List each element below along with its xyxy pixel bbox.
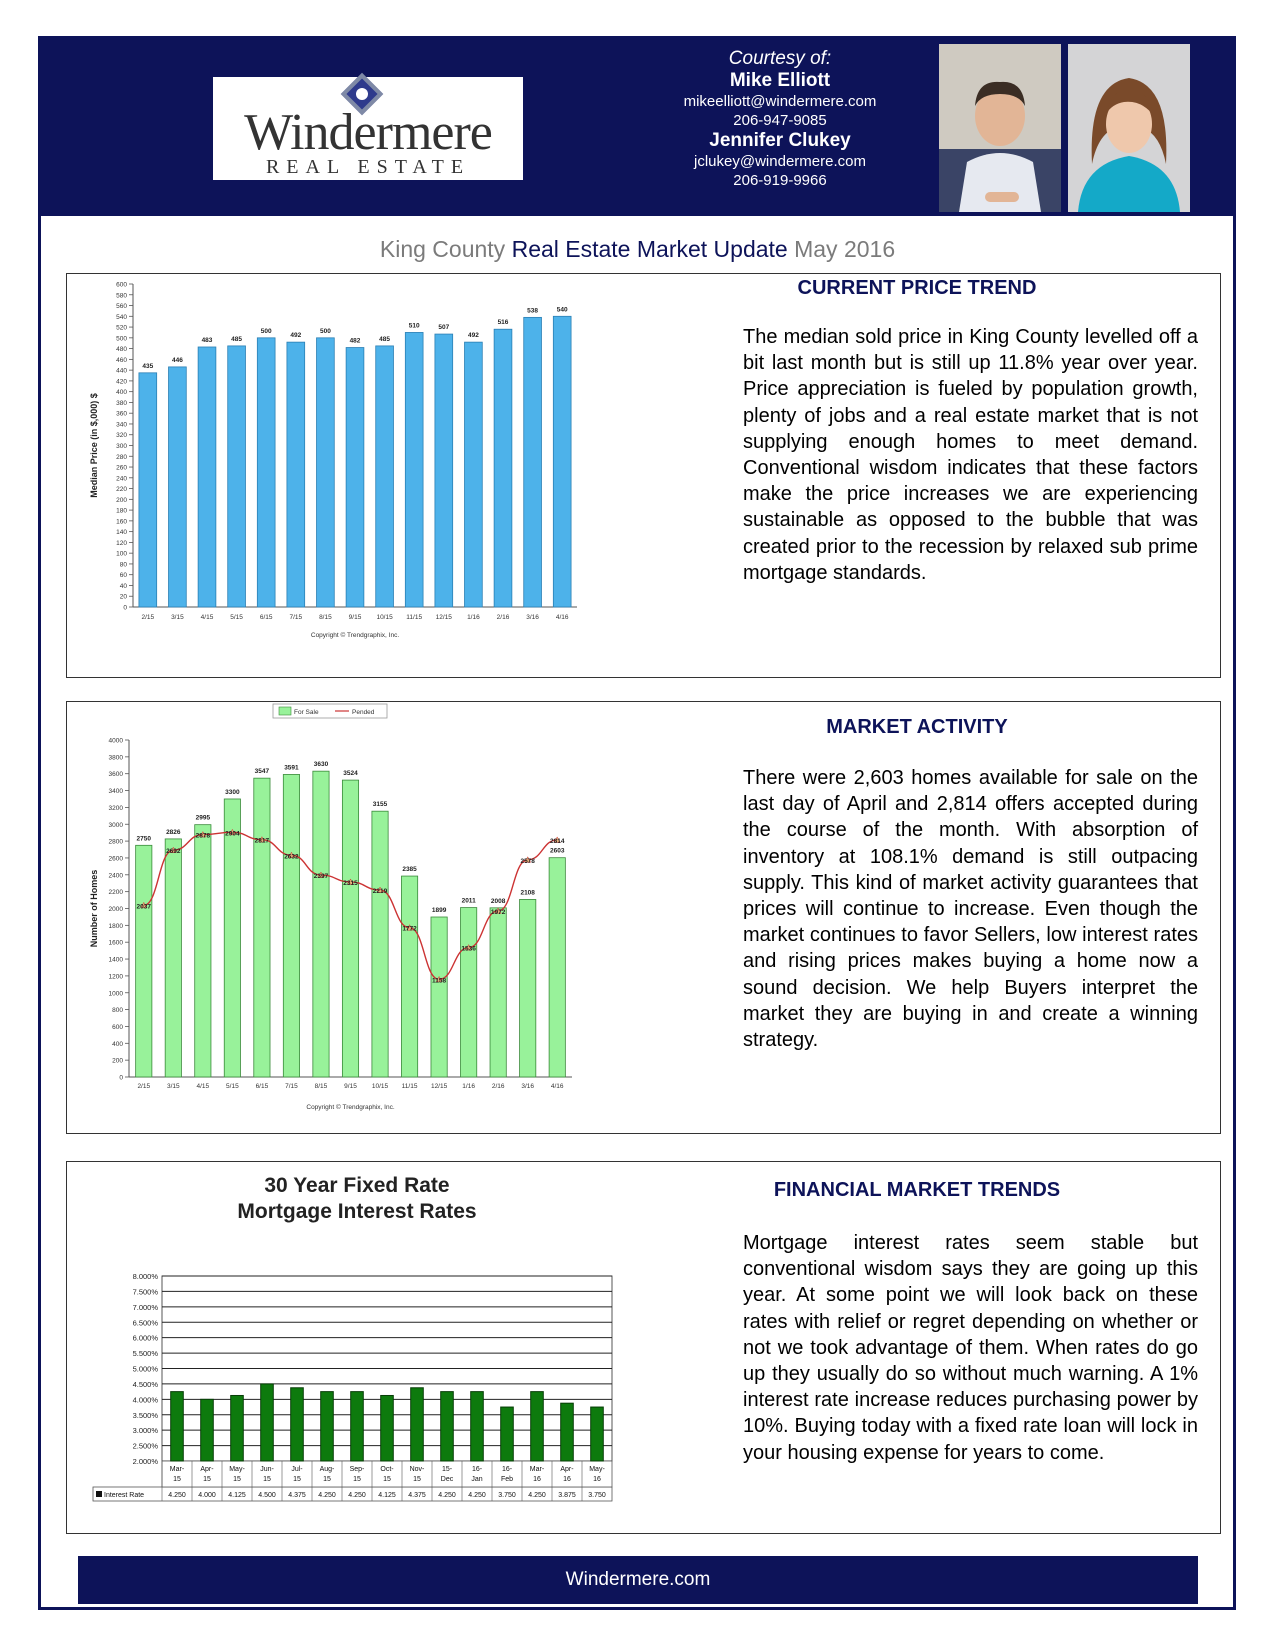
- legend-forsale-label: For Sale: [294, 709, 319, 716]
- x-tick-label: 9/15: [344, 1083, 357, 1090]
- forsale-value-label: 3547: [254, 768, 270, 776]
- price-bar: [346, 348, 364, 607]
- page-title: King County Real Estate Market Update May 2016: [379, 236, 896, 262]
- table-value-label: 3.750: [498, 1492, 516, 1499]
- price-bar: [317, 338, 335, 607]
- table-value-label: 4.250: [438, 1492, 456, 1499]
- x-tick-label: Jan: [471, 1476, 483, 1483]
- y-tick-label: 8.000%: [132, 1272, 158, 1281]
- bar-value-label: 492: [290, 332, 302, 340]
- forsale-value-label: 2011: [461, 897, 476, 905]
- agent2-email[interactable]: jclukey@windermere.com: [694, 153, 866, 170]
- x-tick-label: 2/16: [491, 1083, 505, 1090]
- x-tick-label: 10/15: [371, 1083, 389, 1090]
- market-activity-chart: [67, 702, 627, 1132]
- pended-value-label: 2315: [343, 879, 358, 887]
- bar-value-label: 500: [260, 327, 272, 335]
- agent1-photo: [939, 44, 1061, 212]
- x-tick-label: Mar-: [169, 1466, 185, 1473]
- rate-bar: [561, 1403, 574, 1461]
- rate-bar: [231, 1395, 244, 1461]
- y-tick-label: 800: [112, 1007, 123, 1015]
- forsale-value-label: 2008: [490, 897, 506, 905]
- forsale-bar: [224, 799, 240, 1077]
- x-tick-label: 5/15: [226, 1083, 239, 1090]
- y-tick-label: 2400: [108, 872, 123, 880]
- market-activity-heading: MARKET ACTIVITY: [826, 716, 1008, 738]
- y-tick-label: 2.500%: [132, 1441, 158, 1451]
- table-value-label: 4.375: [288, 1492, 306, 1499]
- y-tick-label: 280: [116, 453, 127, 461]
- forsale-bar: [283, 774, 299, 1077]
- forsale-bar: [372, 811, 388, 1077]
- x-tick-label: 12/15: [430, 1083, 448, 1090]
- copyright-label: Copyright © Trendgraphix, Inc.: [310, 632, 400, 639]
- pended-value-label: 1972: [490, 908, 506, 916]
- x-tick-label: Feb: [500, 1476, 514, 1483]
- x-tick-label: 15: [293, 1476, 301, 1483]
- table-value-label: 4.125: [228, 1492, 246, 1499]
- y-tick-label: 3200: [108, 804, 123, 812]
- forsale-value-label: 1899: [431, 907, 447, 915]
- mortgage-rate-chart: [67, 1162, 657, 1532]
- pended-value-label: 2578: [520, 857, 535, 865]
- y-tick-label: 6.000%: [132, 1333, 158, 1343]
- forsale-bar: [549, 858, 565, 1077]
- copyright-label: Copyright © Trendgraphix, Inc.: [306, 1104, 395, 1111]
- y-tick-label: 540: [116, 313, 127, 321]
- x-tick-label: 15: [323, 1476, 331, 1483]
- x-tick-label: 15-: [441, 1466, 453, 1473]
- x-tick-label: 4/15: [200, 614, 214, 621]
- price-trend-text: The median sold price in King County levelled off a bit last month but is still up 11.8% year over year. Price appreciation is fueled by population growth, plenty of jobs and a real estate market that is not supplying enough homes to meet demand. Conventional wisdom indicates that these factors make the price increases we are experiencing sustainable as opposed to the bubble that was created prior to the recession by relaxed sub prime mortgage standards.: [743, 326, 1198, 584]
- y-tick-label: 60: [119, 572, 127, 580]
- financial-trends-text: Mortgage interest rates seem stable but conventional wisdom says they are going up this year. At some point we will look back on these rates with relief or regret depending on whether or not we took advantage of them. When rates do go up they usually do so without much warning. A 1% interest rate increase reduces purchasing power by 10%. Buying today with a fixed rate loan will lock in your housing expense for years to come.: [743, 1232, 1198, 1464]
- price-trend-heading: CURRENT PRICE TREND: [797, 277, 1037, 299]
- y-tick-label: 4.500%: [132, 1379, 158, 1389]
- price-bar: [524, 317, 542, 607]
- x-tick-label: 8/15: [314, 1083, 328, 1090]
- x-tick-label: Apr-: [200, 1466, 214, 1473]
- y-tick-label: 220: [116, 486, 127, 494]
- bar-value-label: 540: [556, 306, 568, 314]
- x-tick-label: May-: [229, 1466, 245, 1473]
- y-tick-label: 120: [116, 539, 127, 547]
- table-value-label: 4.250: [528, 1492, 546, 1499]
- y-tick-label: 1600: [108, 939, 123, 947]
- bar-value-label: 483: [201, 336, 213, 344]
- pended-value-label: 2692: [166, 848, 181, 856]
- price-bar: [465, 342, 483, 607]
- footer-website[interactable]: Windermere.com: [78, 1556, 1198, 1604]
- table-value-label: 4.500: [258, 1492, 276, 1499]
- x-tick-label: 4/15: [196, 1083, 210, 1090]
- y-tick-label: 3600: [108, 771, 123, 779]
- y-tick-label: 300: [116, 443, 127, 450]
- forsale-bar: [342, 780, 358, 1077]
- pended-value-label: 1536: [461, 945, 476, 953]
- legend-pended-label: Pended: [352, 709, 375, 716]
- y-tick-label: 520: [116, 324, 127, 332]
- agent1-phone[interactable]: 206-947-9085: [733, 112, 827, 129]
- table-value-label: 3.750: [588, 1492, 606, 1499]
- legend-forsale-swatch: [279, 707, 291, 715]
- pended-value-label: 2817: [254, 837, 270, 845]
- x-tick-label: Mar-: [529, 1466, 545, 1473]
- y-tick-label: 1400: [108, 956, 123, 964]
- table-value-label: 4.250: [348, 1492, 366, 1499]
- chart-title-line1: 30 Year Fixed Rate: [264, 1174, 450, 1197]
- series-name-label: Interest Rate: [104, 1492, 145, 1499]
- pended-value-label: 2219: [372, 888, 388, 896]
- market-activity-text: There were 2,603 homes available for sale on the last day of April and 2,814 offers accepted during the course of the month. With absorption of inventory at 108.1% demand is still outpacing supply. This kind of market activity guarantees that prices will continue to increase. Even though the market continues to favor Sellers, low interest rates and rising prices makes buying a home now a sound decision. We help Buyers interpret the market they are buying in and create a winning strategy.: [743, 767, 1198, 1052]
- windermere-logo: [213, 77, 523, 180]
- x-tick-label: 15: [203, 1476, 211, 1483]
- price-bar: [435, 334, 453, 607]
- pended-value-label: 2878: [195, 832, 211, 840]
- chart-legend: [273, 704, 387, 718]
- pended-value-label: 2037: [136, 903, 152, 911]
- price-bar: [494, 329, 512, 607]
- y-tick-label: 80: [119, 561, 127, 569]
- y-tick-label: 3000: [108, 821, 123, 829]
- data-table-category-row: [162, 1461, 612, 1487]
- y-tick-label: 320: [116, 432, 127, 440]
- price-bar: [553, 316, 571, 607]
- y-tick-label: 1000: [108, 990, 123, 998]
- price-bar: [139, 373, 157, 607]
- bar-value-label: 485: [379, 335, 391, 343]
- y-tick-label: 380: [116, 399, 127, 407]
- rate-bar: [411, 1388, 424, 1461]
- price-bar: [257, 338, 275, 607]
- forsale-value-label: 2385: [402, 866, 417, 874]
- y-tick-label: 460: [116, 356, 127, 364]
- rate-bar: [261, 1384, 274, 1461]
- financial-trends-panel: [66, 1161, 1221, 1534]
- forsale-bar: [431, 917, 447, 1077]
- forsale-value-label: 3630: [313, 761, 329, 769]
- rate-bar: [441, 1392, 454, 1461]
- x-tick-label: 16: [533, 1476, 541, 1483]
- forsale-value-label: 2995: [195, 814, 211, 822]
- y-tick-label: 0: [119, 1074, 123, 1082]
- y-tick-label: 180: [116, 507, 127, 515]
- x-tick-label: 10/15: [376, 614, 393, 621]
- y-tick-label: 1200: [108, 973, 123, 981]
- forsale-bar: [490, 908, 506, 1077]
- x-tick-label: Dec: [440, 1476, 454, 1483]
- forsale-bar: [313, 771, 329, 1077]
- y-tick-label: 440: [116, 367, 127, 375]
- y-tick-label: 3400: [108, 788, 123, 796]
- agent2-phone[interactable]: 206-919-9966: [733, 172, 827, 189]
- forsale-bar: [461, 908, 477, 1077]
- price-bar: [405, 332, 423, 607]
- bar-value-label: 492: [467, 332, 479, 340]
- y-tick-label: 600: [112, 1023, 123, 1031]
- y-tick-label: 2.000%: [132, 1457, 158, 1466]
- legend-swatch: [96, 1491, 102, 1497]
- forsale-bar: [195, 825, 211, 1077]
- y-tick-label: 0: [123, 604, 127, 612]
- y-tick-label: 7.500%: [132, 1287, 158, 1297]
- x-tick-label: 3/16: [526, 614, 539, 621]
- y-tick-label: 20: [119, 593, 127, 601]
- pended-value-label: 2904: [225, 830, 240, 838]
- rate-bar: [471, 1392, 484, 1461]
- price-bar: [169, 367, 187, 607]
- rate-bar: [171, 1392, 184, 1461]
- x-tick-label: 12/15: [435, 614, 452, 621]
- contact-block: [640, 48, 920, 190]
- bar-value-label: 446: [171, 356, 183, 364]
- y-tick-label: 200: [116, 496, 127, 504]
- x-tick-label: 16: [593, 1476, 601, 1483]
- x-tick-label: 2/16: [496, 614, 510, 621]
- x-tick-label: 7/15: [285, 1083, 298, 1090]
- y-tick-label: 5.500%: [132, 1349, 158, 1359]
- bar-value-label: 516: [497, 319, 509, 327]
- y-tick-label: 140: [116, 529, 127, 537]
- median-price-chart: [67, 274, 627, 674]
- forsale-value-label: 2108: [520, 889, 535, 897]
- pended-value-label: 2397: [313, 873, 329, 881]
- x-tick-label: 15: [263, 1476, 271, 1483]
- x-tick-label: 4/16: [550, 1083, 564, 1090]
- y-tick-label: 7.000%: [132, 1302, 158, 1312]
- bar-value-label: 485: [231, 335, 243, 343]
- price-trend-panel: [66, 273, 1221, 678]
- y-tick-label: 3.500%: [132, 1410, 158, 1420]
- y-tick-label: 420: [116, 378, 127, 386]
- forsale-bar: [401, 876, 417, 1077]
- bar-value-label: 500: [319, 327, 331, 335]
- x-tick-label: 6/15: [255, 1083, 269, 1090]
- x-tick-label: 16-: [501, 1466, 513, 1473]
- y-tick-label: 2000: [108, 906, 123, 913]
- x-tick-label: 2/15: [141, 614, 155, 621]
- agent2-photo: [1068, 44, 1190, 212]
- agent1-email[interactable]: mikeelliott@windermere.com: [683, 93, 877, 110]
- x-tick-label: 15: [413, 1476, 421, 1483]
- bar-value-label: 538: [527, 307, 539, 315]
- x-tick-label: Nov-: [409, 1466, 425, 1473]
- rate-bar: [591, 1407, 604, 1461]
- y-axis-label: Number of Homes: [89, 869, 99, 948]
- x-tick-label: 5/15: [230, 614, 243, 621]
- forsale-bar: [136, 845, 152, 1077]
- forsale-value-label: 2603: [549, 847, 565, 855]
- y-tick-label: 200: [112, 1057, 123, 1065]
- logo-subtitle: REAL ESTATE: [265, 156, 471, 178]
- price-bar: [198, 347, 216, 607]
- rate-bar: [291, 1388, 304, 1461]
- y-tick-label: 400: [112, 1040, 123, 1048]
- y-tick-label: 5.000%: [132, 1364, 158, 1374]
- y-tick-label: 240: [116, 475, 127, 483]
- table-value-label: 4.375: [408, 1492, 426, 1499]
- x-tick-label: 16-: [471, 1466, 483, 1473]
- forsale-value-label: 3591: [284, 764, 299, 772]
- y-tick-label: 2800: [108, 838, 123, 846]
- agent2-name: Jennifer Clukey: [709, 130, 851, 151]
- y-tick-label: 580: [116, 292, 127, 300]
- x-tick-label: 7/15: [289, 614, 303, 621]
- financial-trends-heading: FINANCIAL MARKET TRENDS: [773, 1179, 1061, 1201]
- rate-bar: [501, 1407, 514, 1461]
- y-tick-label: 4.000%: [132, 1395, 158, 1405]
- y-tick-label: 100: [116, 550, 127, 558]
- x-tick-label: 3/15: [166, 1083, 180, 1090]
- bar-value-label: 435: [142, 362, 154, 370]
- pended-value-label: 2632: [284, 853, 299, 861]
- bar-value-label: 510: [408, 322, 420, 330]
- forsale-bar: [254, 778, 270, 1077]
- rate-bar: [531, 1392, 544, 1461]
- table-value-label: 4.250: [468, 1492, 486, 1499]
- x-tick-label: 15: [383, 1476, 391, 1483]
- x-tick-label: 2/15: [137, 1083, 151, 1090]
- y-tick-label: 480: [116, 346, 127, 354]
- chart-title-line2: Mortgage Interest Rates: [237, 1200, 477, 1223]
- y-tick-label: 1800: [108, 922, 123, 930]
- x-tick-label: 16: [563, 1476, 571, 1483]
- y-tick-label: 40: [119, 582, 127, 590]
- price-bar: [376, 346, 394, 607]
- x-tick-label: Oct-: [380, 1466, 394, 1473]
- forsale-bar: [520, 899, 536, 1077]
- y-tick-label: 600: [116, 281, 127, 289]
- forsale-value-label: 3155: [372, 801, 388, 809]
- x-tick-label: 3/15: [171, 614, 184, 621]
- agent1-name: Mike Elliott: [729, 70, 831, 91]
- price-bar: [287, 342, 305, 607]
- x-tick-label: 4/16: [555, 614, 569, 621]
- y-tick-label: 260: [116, 464, 127, 472]
- y-tick-label: 500: [116, 335, 127, 343]
- price-bar: [228, 346, 246, 607]
- forsale-value-label: 3300: [225, 788, 240, 796]
- forsale-value-label: 2826: [166, 828, 181, 836]
- forsale-bar: [165, 839, 181, 1077]
- pended-value-label: 2814: [549, 837, 565, 845]
- x-tick-label: 8/15: [319, 614, 332, 621]
- y-tick-label: 400: [116, 389, 127, 397]
- table-value-label: 3.875: [558, 1492, 576, 1499]
- y-tick-label: 2600: [108, 855, 123, 863]
- rate-bar: [321, 1392, 334, 1461]
- logo-wordmark: Windermere: [244, 104, 492, 161]
- x-tick-label: May-: [589, 1466, 605, 1473]
- y-tick-label: 4000: [108, 737, 123, 745]
- pended-value-label: 1158: [432, 977, 447, 985]
- y-tick-label: 6.500%: [132, 1318, 158, 1328]
- y-tick-label: 2200: [108, 889, 123, 897]
- table-value-label: 4.250: [318, 1492, 336, 1499]
- market-activity-panel: [66, 701, 1221, 1134]
- x-tick-label: 3/16: [521, 1083, 535, 1090]
- forsale-value-label: 3524: [343, 770, 358, 778]
- rate-bar: [351, 1392, 364, 1461]
- x-tick-label: Jun-: [260, 1466, 274, 1473]
- x-tick-label: 15: [233, 1476, 241, 1483]
- y-tick-label: 3.000%: [132, 1426, 158, 1436]
- x-tick-label: 1/16: [462, 1083, 475, 1090]
- rate-bar: [381, 1395, 394, 1461]
- courtesy-label: Courtesy of:: [728, 48, 832, 69]
- bar-value-label: 507: [438, 324, 450, 332]
- x-tick-label: 6/15: [259, 614, 273, 621]
- y-tick-label: 360: [116, 410, 127, 418]
- table-value-label: 4.250: [168, 1492, 186, 1499]
- x-tick-label: Apr-: [560, 1466, 574, 1473]
- bar-value-label: 482: [349, 337, 361, 345]
- y-tick-label: 560: [116, 303, 127, 311]
- x-tick-label: 15: [353, 1476, 361, 1483]
- x-tick-label: 9/15: [348, 614, 362, 621]
- table-value-label: 4.125: [378, 1492, 396, 1499]
- table-value-label: 4.000: [198, 1492, 216, 1499]
- y-axis-label: Median Price (in $,000) $: [89, 393, 99, 498]
- rate-bar: [201, 1399, 214, 1461]
- y-tick-label: 340: [116, 421, 127, 429]
- x-tick-label: Aug-: [319, 1466, 335, 1473]
- x-tick-label: Sep-: [349, 1466, 365, 1473]
- x-tick-label: 11/15: [401, 1083, 418, 1090]
- x-tick-label: 11/15: [406, 614, 423, 621]
- y-tick-label: 160: [116, 518, 127, 526]
- forsale-value-label: 2750: [136, 835, 152, 843]
- pended-value-label: 1772: [402, 925, 417, 933]
- x-tick-label: 15: [173, 1476, 181, 1483]
- y-tick-label: 3800: [108, 754, 123, 762]
- x-tick-label: Jul-: [291, 1466, 303, 1473]
- x-tick-label: 1/16: [467, 614, 480, 621]
